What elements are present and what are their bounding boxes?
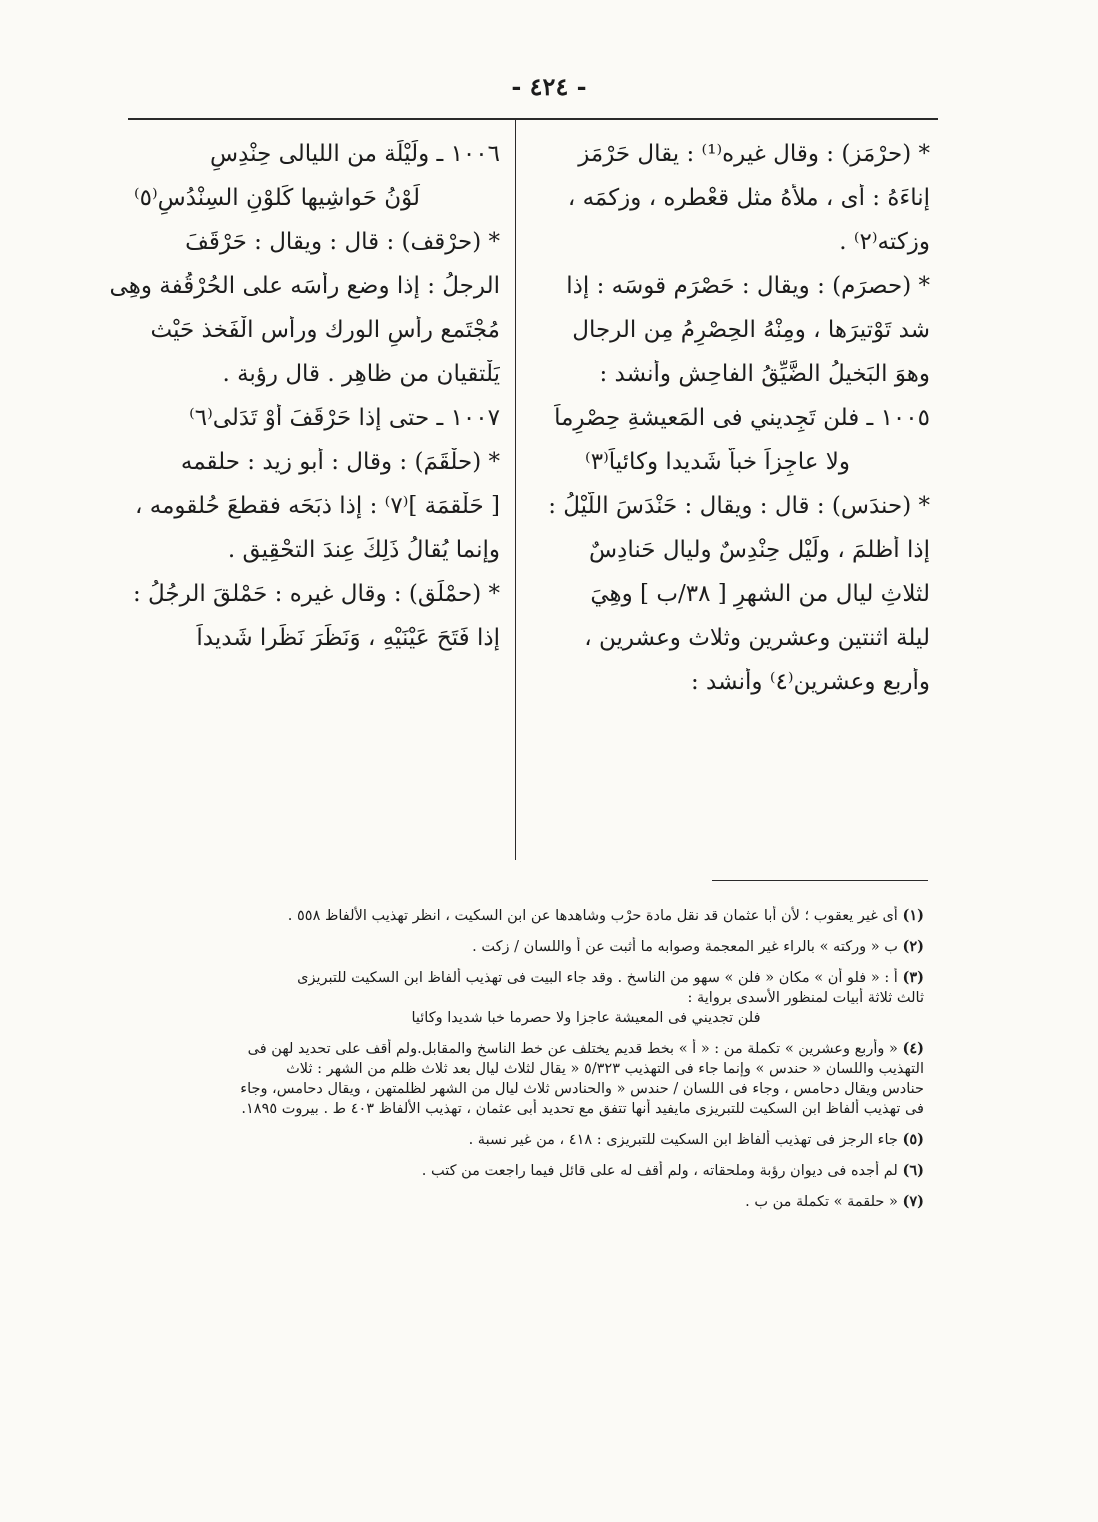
footnote-text: لم أجده فى ديوان رؤبة وملحقاته ، ولم أقف له على قائل فيما راجعت من كتب . bbox=[421, 1163, 898, 1179]
header-rule bbox=[128, 118, 938, 120]
text-line: إناءَهُ : أى ، ملأَهُ مثل قعْطره ، وزكمَه ، bbox=[567, 185, 930, 211]
footnote-text: أ : « فلو أن » مكان « فلن » سهو من الناسخ . وقد جاء البيت فى تهذيب ألفاظ ابن السكيت للتبريزى bbox=[297, 970, 898, 986]
text-line: إذا فَتَحَ عَيْنَيْهِ ، وَنَظَرَ نَظَرا شَديداً bbox=[196, 625, 500, 651]
text-line: وإنما يُقالُ ذَلِكَ عِندَ التحْقِيق . bbox=[227, 537, 500, 563]
footnote-text: أى غير يعقوب ؛ لأن أبا عثمان قد نقل مادة حرْب وشاهدها عن ابن السكيت ، انظر تهذيب الألفاظ ٥٥٨ . bbox=[287, 908, 898, 924]
text-line: وهوَ البَخيلُ الضَّيِّقُ الفاحِش وأنشد : bbox=[599, 361, 930, 387]
footnote-verse: فلن تجديني فى المعيشة عاجزا ولا حصرما خبا شديدا وكائيا bbox=[411, 1010, 761, 1026]
footnote-number: (٧) bbox=[902, 1193, 924, 1210]
verse-line: ١٠٠٥ ـ فلن تَجِديني فى المَعيشةِ حِصْرِماً bbox=[554, 405, 930, 431]
footnote-text: جاء الرجز فى تهذيب ألفاظ ابن السكيت للتبريزى : ٤١٨ ، من غير نسبة . bbox=[468, 1132, 898, 1148]
right-column bbox=[540, 140, 930, 712]
verse-line: لَوْنُ حَواشِيها كَلوْنِ السِنْدُسِ⁽٥⁾ bbox=[133, 185, 420, 211]
left-column bbox=[108, 140, 500, 668]
footnote-text: « وأربع وعشرين » تكملة من : « أ » بخط قديم يختلف عن خط الناسخ والمقابل.ولم أقف على تحديد لهن فى bbox=[247, 1041, 898, 1057]
footnote-text: فى تهذيب ألفاظ ابن السكيت للتبريزى مايفيد أنها تتفق مع تحديد أبى عثمان ، تهذيب الألفاظ ٤٠٣ ط . بيروت ١٨٩٥. bbox=[241, 1101, 924, 1117]
text-line: مُجْتَمع رأسِ الورك ورأس الْفَخذ حَيْث bbox=[150, 317, 500, 343]
verse-line: ١٠٠٦ ـ ولَيْلَة من الليالى حِنْدِسِ bbox=[210, 141, 500, 167]
footnote-text: التهذيب واللسان « حندس » وإنما جاء فى التهذيب ٥/٣٢٣ « يقال لثلاث ليال بعد ثلاث ظلم من الشهر : ثلاث bbox=[286, 1061, 924, 1077]
footnotes bbox=[128, 906, 924, 1223]
footnote bbox=[128, 1130, 924, 1150]
text-line: * (حلْقَمَ) : وقال : أبو زيد : حلقمه bbox=[180, 449, 500, 475]
text-line: لثلاثِ ليال من الشهرِ [ ٣٨/ب ] وهِيَ bbox=[590, 581, 930, 607]
verse-line: ١٠٠٧ ـ حتى إذا حَرْقَفَ أوْ تَدَلى⁽٦⁾ bbox=[189, 405, 500, 431]
footnote bbox=[128, 1192, 924, 1212]
footnote bbox=[128, 1161, 924, 1181]
column-divider bbox=[515, 120, 516, 860]
verse-line: ولا عاجِزاً خباًّ شَديدا وكائياً⁽٣⁾ bbox=[585, 449, 850, 475]
text-line: الرجلُ : إذا وضع رأسَه على الحُرْقُفة وهِى bbox=[109, 273, 500, 299]
footnote-text: « حلقمة » تكملة من ب . bbox=[745, 1194, 898, 1210]
footnote bbox=[128, 1039, 924, 1119]
footnote-number: (١) bbox=[902, 907, 924, 924]
text-line: * (حرْمَز) : وقال غيره⁽¹⁾ : يقال حَرْمَز bbox=[578, 141, 930, 167]
text-line: يَلْتقيان من ظاهِر . قال رؤبة . bbox=[222, 361, 500, 387]
footnote-rule bbox=[712, 880, 928, 881]
footnote-number: (٦) bbox=[902, 1162, 924, 1179]
footnote-number: (٤) bbox=[902, 1040, 924, 1057]
footnote-number: (٥) bbox=[902, 1131, 924, 1148]
footnote-text: حنادس ويقال دحامس ، وجاء فى اللسان / حندس « والحنادس ثلاث ليال من الشهر لظلمتهن ، ويقال دحامس، وجاء bbox=[240, 1081, 924, 1097]
footnote-text: ثالث ثلاثة أبيات لمنظور الأسدى برواية : bbox=[687, 990, 924, 1006]
text-line: * (حندَس) : قال : ويقال : حَنْدَسَ اللَّيْلُ : bbox=[548, 493, 930, 519]
text-line: وأربع وعشرين⁽٤⁾ وأنشد : bbox=[690, 669, 930, 695]
footnote bbox=[128, 906, 924, 926]
text-line: ليلة اثنتين وعشرين وثلاث وعشرين ، bbox=[584, 625, 930, 651]
text-line: * (حرْقف) : قال : ويقال : حَرْقَفَ bbox=[185, 229, 500, 255]
footnote bbox=[128, 968, 924, 1028]
footnote-number: (٢) bbox=[902, 938, 924, 955]
text-line: وزكته⁽٢⁾ . bbox=[839, 229, 930, 255]
text-line: [ حَلْقمَة ]⁽٧⁾ : إذا ذبَحَه فقطعَ حُلقومه ، bbox=[135, 493, 500, 519]
footnote-text: ب « وركته » بالراء غير المعجمة وصوابه ما أثبت عن أ واللسان / زكت . bbox=[472, 939, 898, 955]
text-line: شد تَوْتيرَها ، ومِنْهُ الحِصْرِمُ مِن الرجال bbox=[572, 317, 930, 343]
text-line: * (حصرَم) : ويقال : حَصْرَم قوسَه : إذا bbox=[566, 273, 930, 299]
footnote bbox=[128, 937, 924, 957]
text-line: * (حمْلَق) : وقال غيره : حَمْلقَ الرجُلُ : bbox=[132, 581, 500, 607]
text-line: إذا أظلمَ ، ولَيْل حِنْدِسٌ وليال حَنادِسٌ bbox=[589, 537, 930, 563]
page-number: - ٤٢٤ - bbox=[511, 72, 587, 101]
footnote-number: (٣) bbox=[902, 969, 924, 986]
